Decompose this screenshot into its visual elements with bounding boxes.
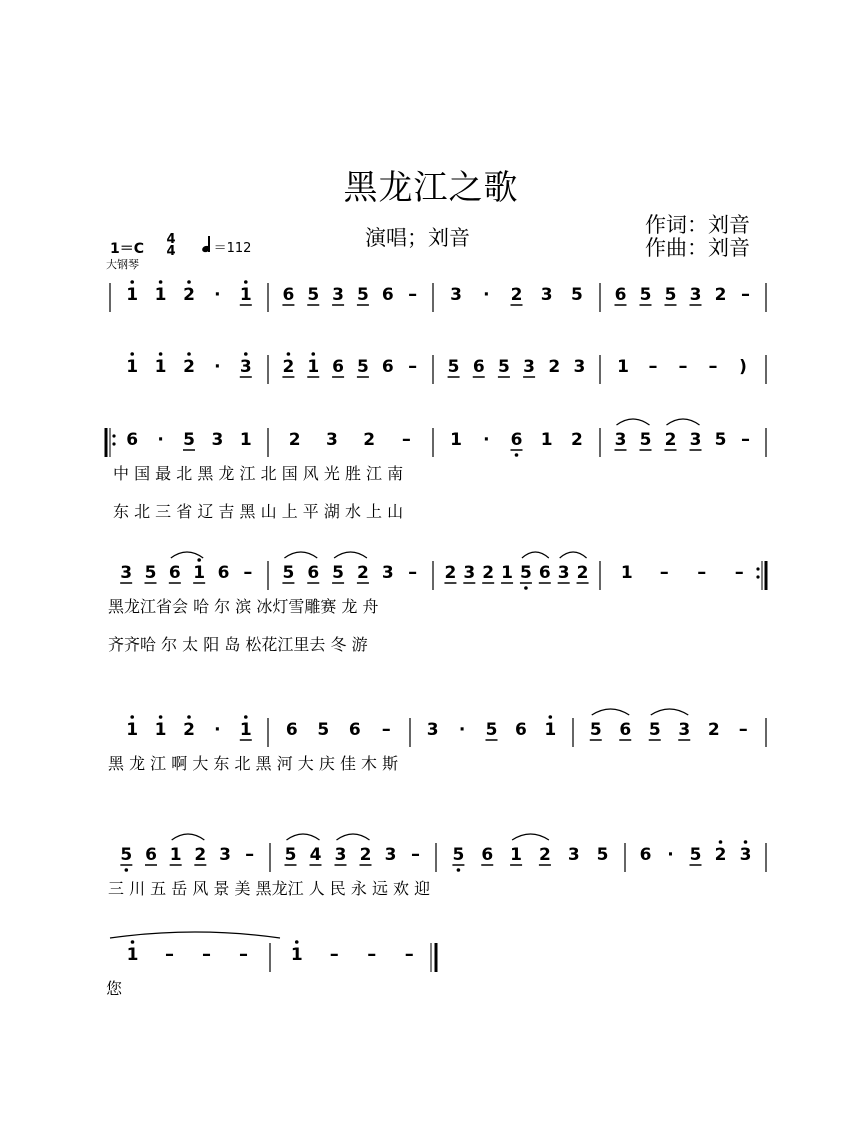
high-octave-dot <box>244 715 248 719</box>
note: 3 <box>325 430 338 450</box>
note: 1 <box>126 945 139 965</box>
note: 3 <box>239 357 252 377</box>
note: 1 <box>617 357 629 377</box>
note: 1 <box>169 845 182 865</box>
repeat-dot <box>112 442 115 445</box>
note: 2 <box>359 845 372 865</box>
note: 3 <box>332 285 345 305</box>
note: 6 <box>307 563 320 583</box>
note: · <box>483 430 490 450</box>
note: 6 <box>168 563 181 583</box>
note: 1 <box>501 563 513 583</box>
note: 2 <box>356 563 369 583</box>
note: 1 <box>290 945 303 965</box>
note: 1 <box>126 357 139 377</box>
note: 2 <box>183 357 195 377</box>
note: 3 <box>384 845 397 865</box>
note: · <box>667 845 674 865</box>
note: 3 <box>614 430 627 450</box>
tie-arc <box>172 834 205 840</box>
note: 3 <box>381 563 394 583</box>
note: 2 <box>707 720 720 740</box>
note: 6 <box>126 430 139 450</box>
dash-note: – <box>381 719 391 740</box>
dash-note: – <box>367 944 377 965</box>
note: 5 <box>356 285 369 305</box>
note: 5 <box>356 357 369 377</box>
note: 3 <box>739 845 752 865</box>
song-title: 黑龙江之歌 <box>343 168 519 208</box>
note: 6 <box>619 720 632 740</box>
note: 3 <box>689 430 702 450</box>
low-octave-dot <box>524 586 528 590</box>
dash-note: – <box>678 356 688 377</box>
note: 5 <box>689 845 702 865</box>
note: 6 <box>282 285 295 305</box>
instrument-label: 大钢琴 <box>106 258 139 271</box>
note: 5 <box>307 285 320 305</box>
note: 3 <box>557 563 570 583</box>
note: 3 <box>219 845 231 865</box>
dash-note: – <box>659 562 669 583</box>
high-octave-dot <box>159 352 163 356</box>
repeat-dot <box>112 434 115 437</box>
tie-arc <box>512 834 549 840</box>
note: 1 <box>193 563 206 583</box>
note: 6 <box>332 357 345 377</box>
dash-note: – <box>708 356 718 377</box>
note: 1 <box>126 720 139 740</box>
slur-arc <box>110 932 280 938</box>
note: 1 <box>620 563 633 583</box>
note: 6 <box>145 845 157 865</box>
lyric-line: 您 <box>106 979 123 998</box>
high-octave-dot <box>719 840 723 844</box>
tie-arc <box>617 419 650 425</box>
note: 3 <box>678 720 691 740</box>
note: 6 <box>639 845 652 865</box>
note: 6 <box>381 285 394 305</box>
note: 6 <box>538 563 551 583</box>
note: 3 <box>450 285 463 305</box>
note: 5 <box>596 845 609 865</box>
dash-note: – <box>697 562 707 583</box>
high-octave-dot <box>311 352 315 356</box>
low-octave-dot <box>125 868 129 872</box>
high-octave-dot <box>159 280 163 284</box>
note: 6 <box>217 563 230 583</box>
note: 6 <box>510 430 523 450</box>
note: 2 <box>548 357 561 377</box>
dash-note: – <box>401 429 411 450</box>
note: 5 <box>144 563 157 583</box>
lyric-line: 三 川 五 岳 风 景 美 黑龙江 人 民 永 远 欢 迎 <box>108 879 431 898</box>
note: 1 <box>540 430 553 450</box>
note: 2 <box>538 845 551 865</box>
note: 6 <box>514 720 527 740</box>
tie-arc <box>651 709 689 715</box>
note: 2 <box>194 845 207 865</box>
note: 5 <box>570 285 583 305</box>
note: 2 <box>183 285 195 305</box>
note: 5 <box>639 285 652 305</box>
dash-note: – <box>245 844 255 865</box>
note: 2 <box>664 430 677 450</box>
note: 2 <box>288 430 301 450</box>
time-signature-top: 4 <box>166 232 176 247</box>
note: 6 <box>481 845 494 865</box>
note: 5 <box>648 720 661 740</box>
note: 1 <box>154 720 167 740</box>
note: 6 <box>614 285 627 305</box>
high-octave-dot <box>287 352 291 356</box>
note: 6 <box>348 720 361 740</box>
note: ) <box>739 357 747 377</box>
note: 2 <box>363 430 376 450</box>
tie-arc <box>560 552 587 558</box>
composer-credit: 作曲：刘音 <box>645 236 750 260</box>
high-octave-dot <box>187 280 191 284</box>
dash-note: – <box>408 562 418 583</box>
dash-note: – <box>165 944 174 965</box>
note: 5 <box>664 285 677 305</box>
note: · <box>483 285 490 305</box>
high-octave-dot <box>295 940 299 944</box>
note: 2 <box>714 285 727 305</box>
high-octave-dot <box>244 352 248 356</box>
note: 2 <box>510 285 523 305</box>
note: 6 <box>285 720 298 740</box>
dash-note: – <box>734 562 744 583</box>
repeat-dot <box>756 575 759 578</box>
dash-note: – <box>243 562 253 583</box>
lyric-line: 黑 龙 江 啊 大 东 北 黑 河 大 庆 佳 木 斯 <box>108 754 399 773</box>
low-octave-dot <box>457 868 461 872</box>
time-signature-bottom: 4 <box>166 244 176 259</box>
high-octave-dot <box>244 280 248 284</box>
note: 5 <box>714 430 727 450</box>
note: 3 <box>523 357 536 377</box>
dash-note: – <box>738 719 748 740</box>
tie-arc <box>287 834 320 840</box>
tie-arc <box>284 552 317 558</box>
lyric-line: 齐齐哈 尔 太 阳 岛 松花江里去 冬 游 <box>108 635 368 654</box>
note: 1 <box>154 357 167 377</box>
note: 5 <box>452 845 465 865</box>
note: 1 <box>450 430 463 450</box>
high-octave-dot <box>130 352 134 356</box>
tie-arc <box>592 709 630 715</box>
tie-arc <box>522 552 549 558</box>
note: 3 <box>334 845 347 865</box>
note: 5 <box>497 357 510 377</box>
high-octave-dot <box>159 715 163 719</box>
dash-note: – <box>408 356 418 377</box>
note: 5 <box>317 720 330 740</box>
note: 3 <box>573 357 586 377</box>
note: · <box>458 720 466 740</box>
note: 1 <box>307 357 320 377</box>
note: 5 <box>183 430 195 450</box>
dash-note: – <box>411 844 420 865</box>
note: · <box>214 357 221 377</box>
tie-arc <box>667 419 700 425</box>
note: 4 <box>309 845 322 865</box>
dash-note: – <box>741 284 750 305</box>
note: 5 <box>284 845 297 865</box>
note: 5 <box>485 720 498 740</box>
note: 3 <box>567 845 580 865</box>
note: 5 <box>520 563 532 583</box>
note: 5 <box>589 720 602 740</box>
note: 3 <box>120 563 133 583</box>
note: 1 <box>239 430 252 450</box>
note: 2 <box>282 357 295 377</box>
tempo-value: ＝112 <box>213 241 252 256</box>
high-octave-dot <box>187 352 191 356</box>
high-octave-dot <box>130 715 134 719</box>
lyric-line: 黑龙江省会 哈 尔 滨 冰灯雪雕赛 龙 舟 <box>108 597 379 616</box>
note: 5 <box>282 563 295 583</box>
note: 1 <box>239 285 252 305</box>
note: 3 <box>540 285 553 305</box>
note: 2 <box>444 563 457 583</box>
low-octave-dot <box>515 453 519 457</box>
note: 5 <box>447 357 460 377</box>
dash-note: – <box>404 944 414 965</box>
note: 1 <box>510 845 523 865</box>
note: 2 <box>482 563 495 583</box>
lyric-line: 东 北 三 省 辽 吉 黑 山 上 平 湖 水 上 山 <box>113 502 404 521</box>
tie-arc <box>337 834 370 840</box>
note: 5 <box>332 563 345 583</box>
lyricist-credit: 作词：刘音 <box>645 213 750 237</box>
note: · <box>214 720 221 740</box>
note: 6 <box>381 357 394 377</box>
high-octave-dot <box>131 940 135 944</box>
note: 1 <box>239 720 252 740</box>
tie-arc <box>171 552 203 558</box>
note: 3 <box>426 720 439 740</box>
note: 1 <box>126 285 139 305</box>
note: 3 <box>689 285 702 305</box>
dash-note: – <box>741 429 750 450</box>
note: 2 <box>576 563 589 583</box>
high-octave-dot <box>744 840 748 844</box>
tie-arc <box>334 552 367 558</box>
note: 6 <box>472 357 485 377</box>
note: 1 <box>154 285 167 305</box>
singer-credit: 演唱；刘音 <box>365 226 470 250</box>
dash-note: – <box>408 284 418 305</box>
high-octave-dot <box>187 715 191 719</box>
note: 5 <box>120 845 133 865</box>
high-octave-dot <box>130 280 134 284</box>
note: 2 <box>183 720 195 740</box>
note: · <box>214 285 221 305</box>
note: · <box>157 430 164 450</box>
note: 5 <box>639 430 652 450</box>
dash-note: – <box>648 356 658 377</box>
note: 2 <box>714 845 727 865</box>
note: 3 <box>463 563 476 583</box>
dash-note: – <box>239 944 248 965</box>
note: 3 <box>211 430 224 450</box>
repeat-dot <box>756 567 759 570</box>
key-signature: 1＝C <box>110 241 145 257</box>
high-octave-dot <box>197 558 201 562</box>
lyric-line: 中 国 最 北 黑 龙 江 北 国 风 光 胜 江 南 <box>113 464 404 483</box>
dash-note: – <box>202 944 211 965</box>
note: 1 <box>544 720 557 740</box>
dash-note: – <box>329 944 339 965</box>
high-octave-dot <box>549 715 553 719</box>
note: 2 <box>570 430 583 450</box>
